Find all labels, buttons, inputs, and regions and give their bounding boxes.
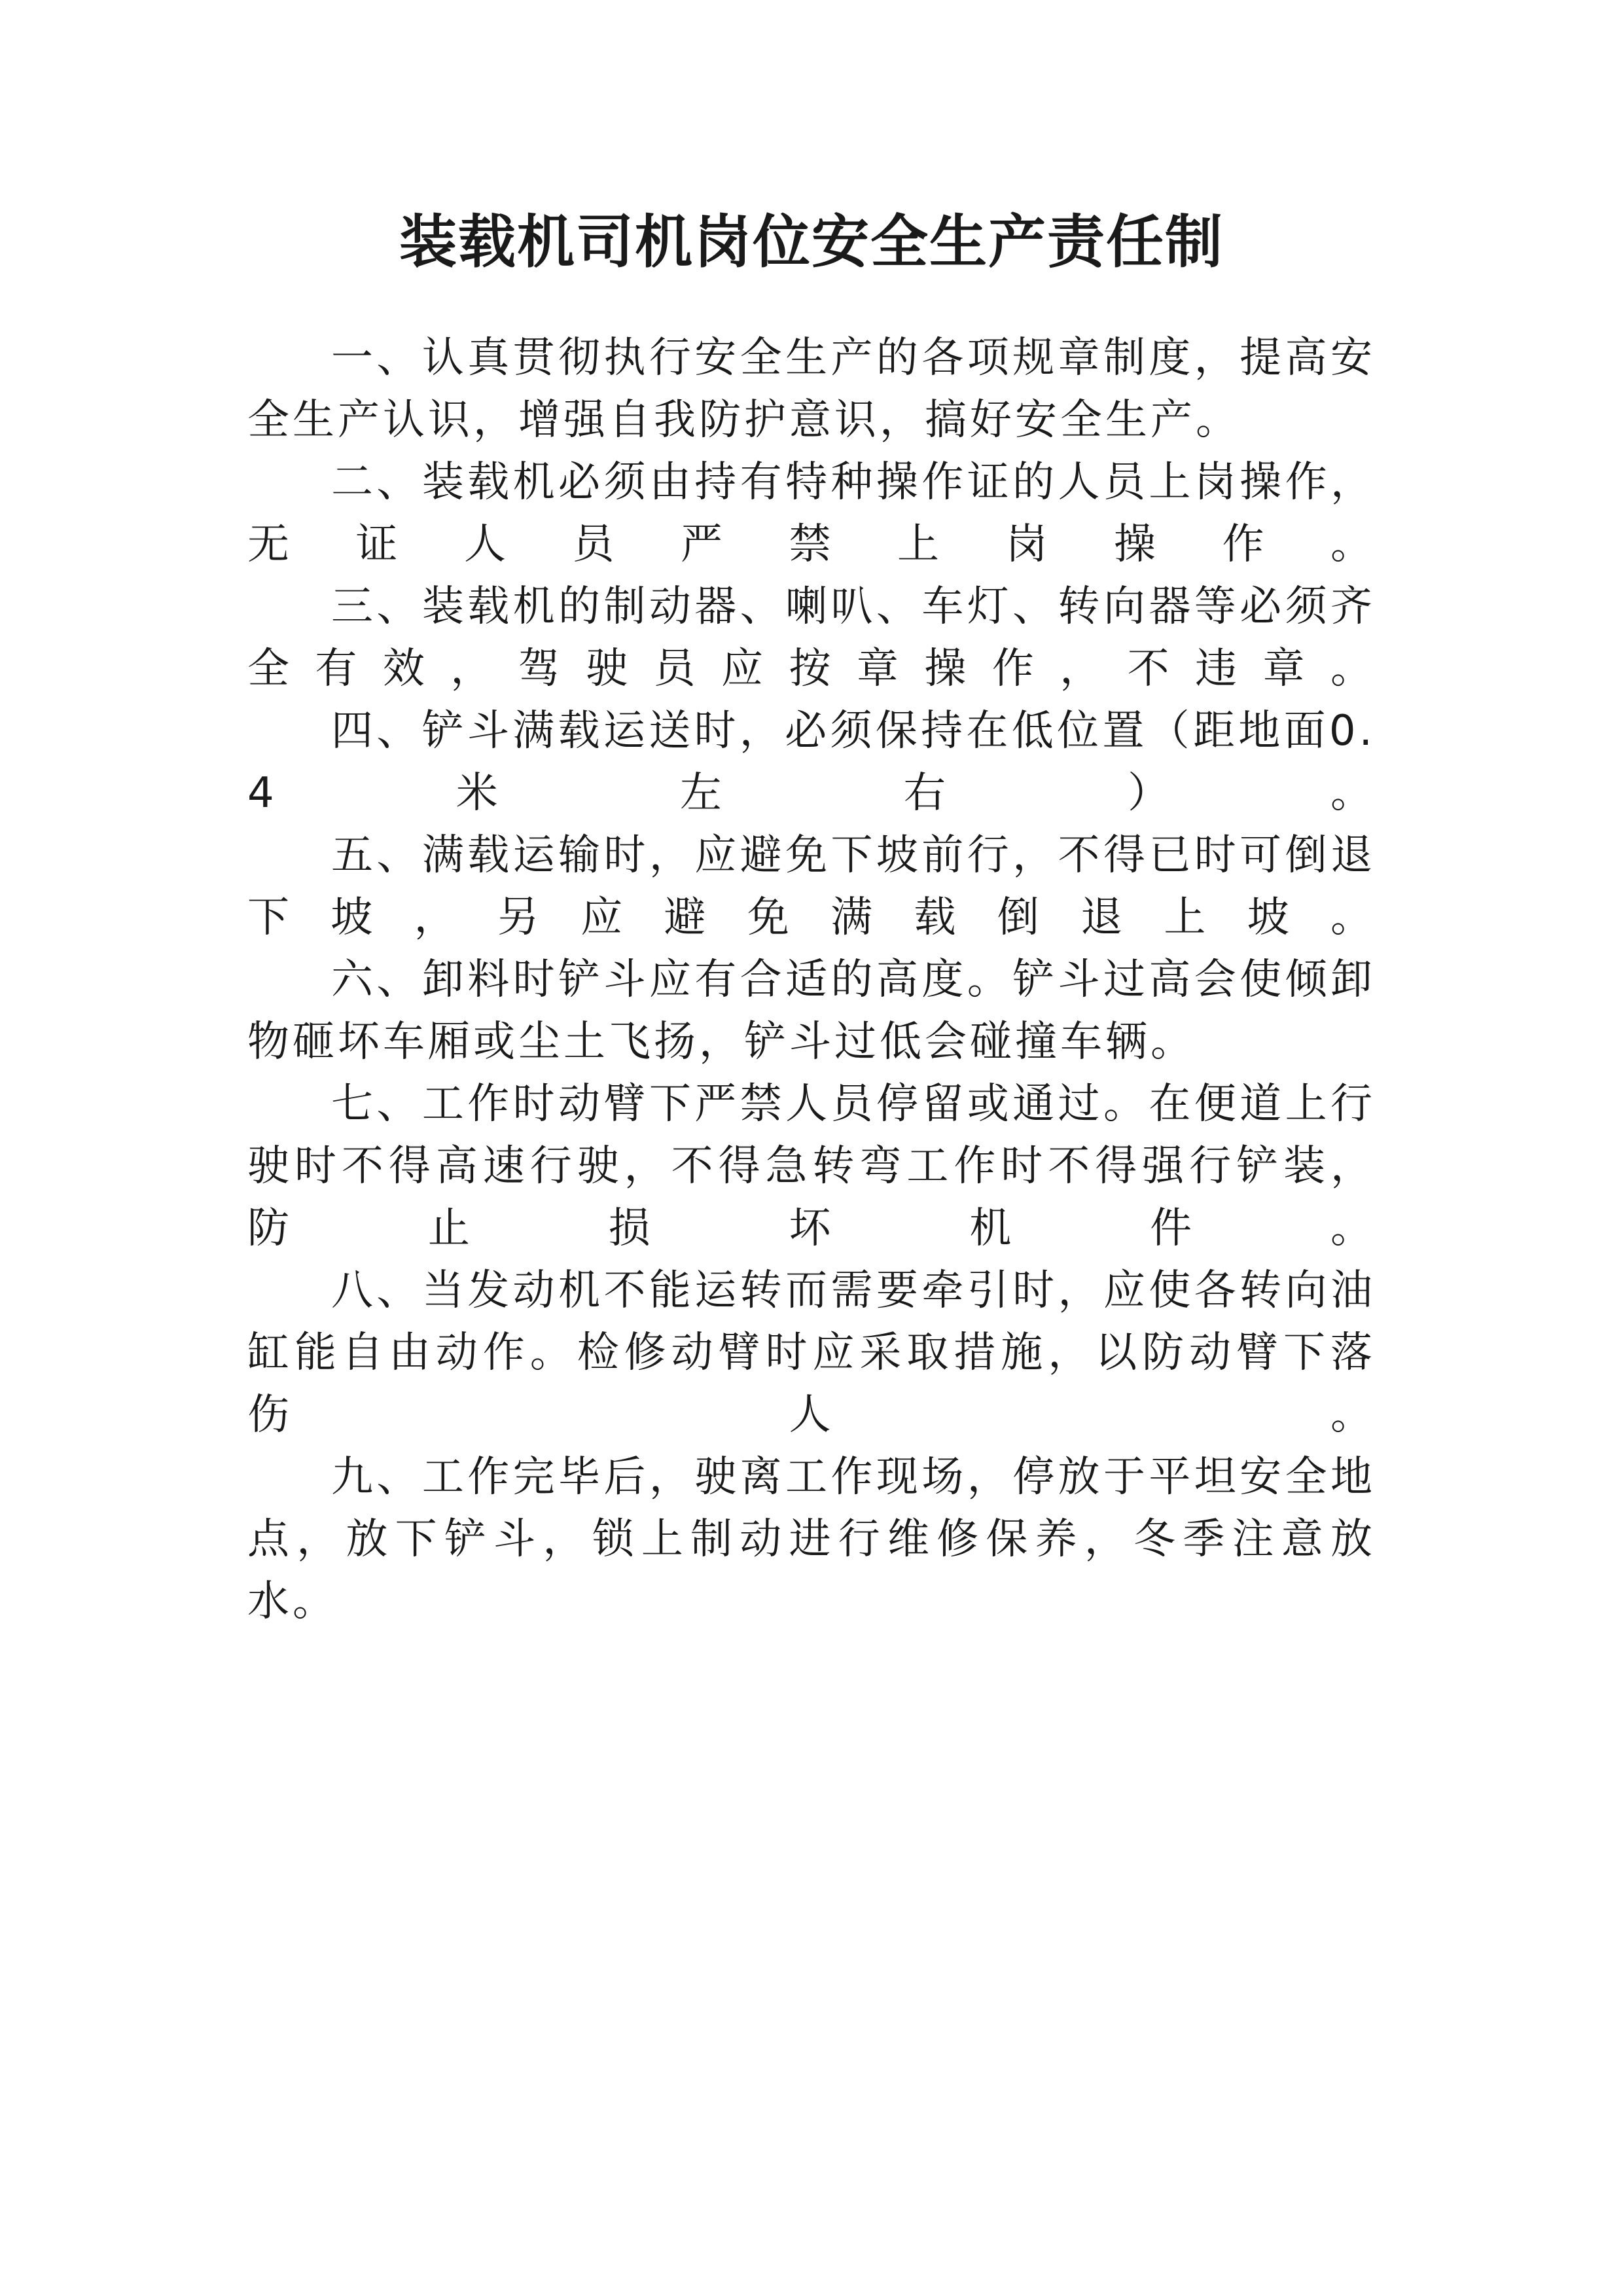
paragraph-3: 三、装载机的制动器、喇叭、车灯、转向器等必须齐全有效，驾驶员应按章操作，不违章。: [247, 583, 1376, 693]
paragraph-5: 五、满载运输时，应避免下坡前行，不得已时可倒退下坡，另应避免满载倒退上坡。: [247, 831, 1376, 942]
paragraph-9: 九、工作完毕后，驶离工作现场，停放于平坦安全地点，放下铲斗，锁上制动进行维修保养，冬季注意放水。: [247, 1453, 1376, 1626]
document-title: 装载机司机岗位安全生产责任制: [399, 208, 1224, 276]
document-body: [247, 327, 1376, 1633]
paragraph-7: 七、工作时动臂下严禁人员停留或通过。在便道上行驶时不得高速行驶，不得急转弯工作时不得强行铲装，防止损坏机件。: [247, 1080, 1376, 1253]
paragraph-6: 六、卸料时铲斗应有合适的高度。铲斗过高会使倾卸物砸坏车厢或尘土飞扬，铲斗过低会碰撞车辆。: [247, 956, 1376, 1066]
paragraph-8: 八、当发动机不能运转而需要牵引时，应使各转向油缸能自由动作。检修动臂时应采取措施，以防动臂下落伤人。: [247, 1266, 1376, 1439]
paragraph-2: 二、装载机必须由持有特种操作证的人员上岗操作，无证人员严禁上岗操作。: [247, 458, 1376, 569]
paragraph-1: 一、认真贯彻执行安全生产的各项规章制度，提高安全生产认识，增强自我防护意识，搞好安全生产。: [247, 334, 1376, 444]
paragraph-4: 四、铲斗满载运送时，必须保持在低位置（距地面0.4米左右）。: [247, 707, 1376, 817]
